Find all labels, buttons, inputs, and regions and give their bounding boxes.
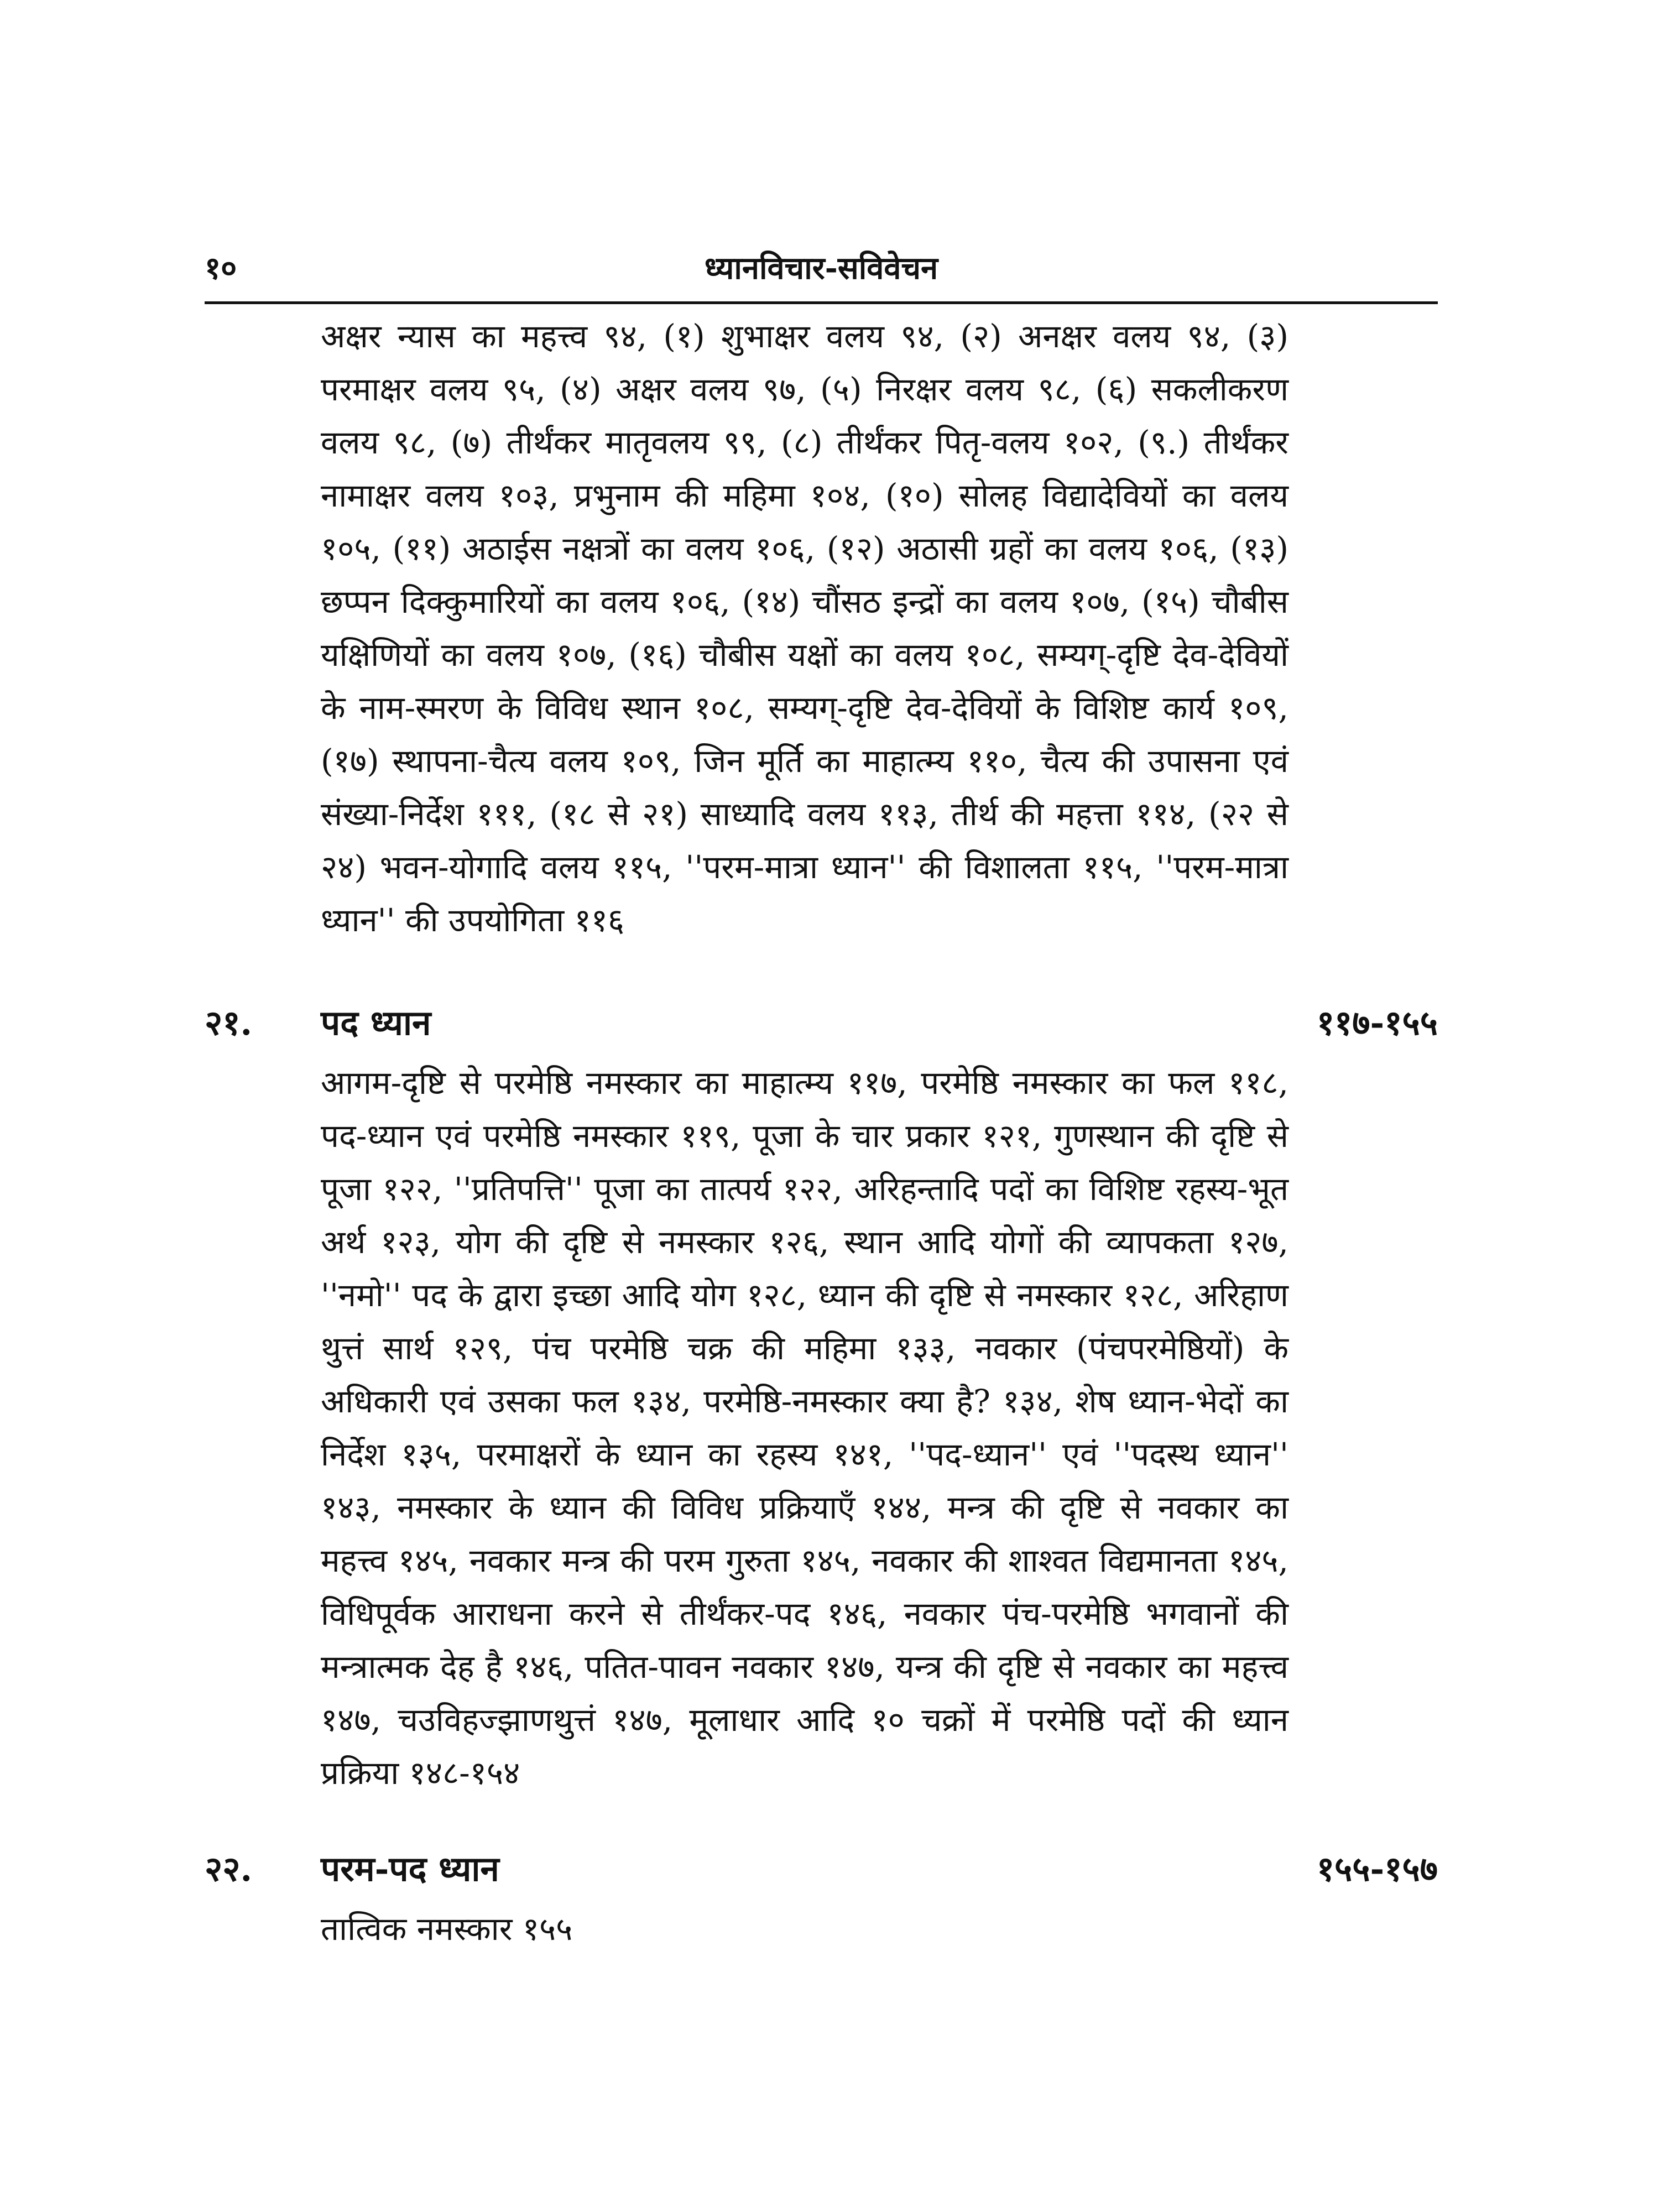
section-21-text: आगम-दृष्टि से परमेष्ठि नमस्कार का माहात्म्य ११७, परमेष्ठि नमस्कार का फल ११८, पद-ध्यान एवं परमेष्ठि नमस्कार ११९, पूजा के चार प्रकार १२१, गुणस्थान की दृष्टि से पूजा १२२, ''प्रतिपत्ति'' पूजा का तात्पर्य १२२, अरिहन्तादि पदों का विशिष्ट रहस्य-भूत अर्थ १२३, योग की दृष्टि से नमस्कार १२६, स्थान आदि योगों की व्यापकता १२७, ''नमो'' पद के द्वारा इच्छा आदि योग १२८, ध्यान की दृष्टि से नमस्कार १२८, अरिहाण थुत्तं सार्थ १२९, पंच परमेष्ठि चक्र की महिमा १३३, नवकार (पंचपरमेष्ठियों) के अधिकारी एवं उसका फल १३४, परमेष्ठि-नमस्कार क्या है? १३४, शेष ध्यान-भेदों का निर्देश १३५, परमाक्षरों के ध्यान का रहस्य १४१, ''पद-ध्यान'' एवं ''पदस्थ ध्यान'' १४३, नमस्कार के ध्यान की विविध प्रक्रियाएँ १४४, मन्त्र की दृष्टि से नवकार का महत्त्व १४५, नवकार मन्त्र की परम गुरुता १४५, नवकार की शाश्वत विद्यमानता १४५, विधिपूर्वक आराधना करने से तीर्थंकर-पद १४६, नवकार पंच-परमेष्ठि भगवानों की मन्त्रात्मक देह है १४६, पतित-पावन नवकार १४७, यन्त्र की दृष्टि से नवकार का महत्त्व १४७, चउविहज्झाणथुत्तं १४७, मूलाधार आदि १० चक्रों में परमेष्ठि पदों की ध्यान प्रक्रिया १४८-१५४ xyxy=(321,1064,1288,1792)
section-22-text: तात्विक नमस्कार १५५ xyxy=(321,1910,573,1948)
section-number: २१. xyxy=(205,1003,253,1043)
section-page-range: १५५-१५७ xyxy=(1316,1849,1438,1889)
page-header xyxy=(205,235,1438,307)
section-number: २२. xyxy=(205,1849,253,1889)
header-rule xyxy=(205,301,1438,304)
section-heading-21 xyxy=(205,995,1438,1051)
section-page-range: ११७-१५५ xyxy=(1316,1003,1438,1043)
page-number: १० xyxy=(205,250,237,286)
continuation-text: अक्षर न्यास का महत्त्व ९४, (१) शुभाक्षर वलय ९४, (२) अनक्षर वलय ९४, (३) परमाक्षर वलय ९५, (४) अक्षर वलय ९७, (५) निरक्षर वलय ९८, (६) सकलीकरण वलय ९८, (७) तीर्थंकर मातृवलय ९९, (८) तीर्थंकर पितृ-वलय १०२, (९.) तीर्थंकर नामाक्षर वलय १०३, प्रभुनाम की महिमा १०४, (१०) सोलह विद्यादेवियों का वलय १०५, (११) अठाईस नक्षत्रों का वलय १०६, (१२) अठासी ग्रहों का वलय १०६, (१३) छप्पन दिक्कुमारियों का वलय १०६, (१४) चौंसठ इन्द्रों का वलय १०७, (१५) चौबीस यक्षिणियों का वलय १०७, (१६) चौबीस यक्षों का वलय १०८, सम्यग्-दृष्टि देव-देवियों के नाम-स्मरण के विविध स्थान १०८, सम्यग्-दृष्टि देव-देवियों के विशिष्ट कार्य १०९, (१७) स्थापना-चैत्य वलय १०९, जिन मूर्ति का माहात्म्य ११०, चैत्य की उपासना एवं संख्या-निर्देश १११, (१८ से २१) साध्यादि वलय ११३, तीर्थ की महत्ता ११४, (२२ से २४) भवन-योगादि वलय ११५, ''परम-मात्रा ध्यान'' की विशालता ११५, ''परम-मात्रा ध्यान'' की उपयोगिता ११६ xyxy=(321,317,1288,939)
section-title: पद ध्यान xyxy=(321,1003,431,1043)
running-title: ध्यानविचार-सविवेचन xyxy=(704,250,938,286)
section-title: परम-पद ध्यान xyxy=(321,1849,499,1889)
section-heading-22 xyxy=(205,1841,1438,1897)
